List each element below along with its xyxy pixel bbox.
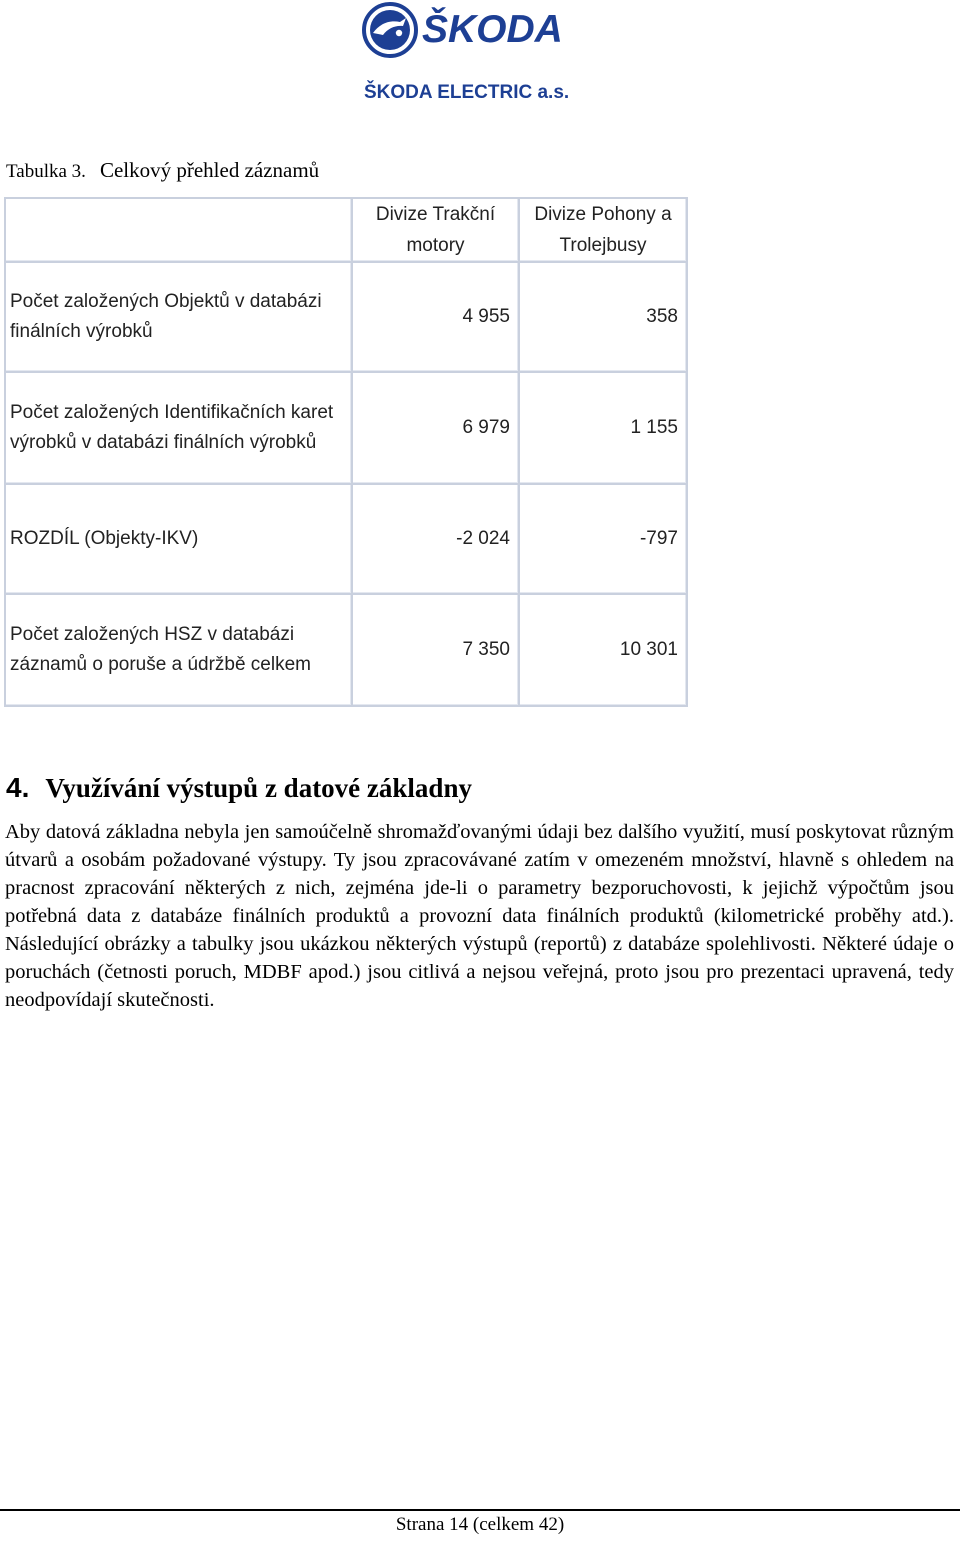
section-heading bbox=[6, 772, 472, 804]
row-label: Počet založených Identifikačních karet výrobků v databázi finálních výrobků bbox=[5, 372, 352, 484]
table-row bbox=[5, 594, 687, 706]
table-header-row bbox=[5, 198, 687, 262]
cell-value: -797 bbox=[519, 484, 687, 594]
skoda-winged-arrow-icon bbox=[362, 2, 418, 58]
page-header bbox=[0, 0, 960, 110]
caption-label: Tabulka 3. bbox=[6, 161, 86, 182]
cell-value: 1 155 bbox=[519, 372, 687, 484]
header-empty-cell bbox=[5, 198, 352, 262]
table-caption bbox=[6, 158, 319, 183]
page-number: Strana 14 (celkem 42) bbox=[395, 1514, 565, 1535]
skoda-logo bbox=[362, 2, 563, 58]
section-number: 4. bbox=[6, 772, 30, 803]
row-label: Počet založených HSZ v databázi záznamů o poruše a údržbě celkem bbox=[5, 594, 352, 706]
section-title: Využívání výstupů z datové základny bbox=[45, 773, 472, 803]
cell-value: -2 024 bbox=[352, 484, 519, 594]
cell-value: 10 301 bbox=[519, 594, 687, 706]
row-label: ROZDÍL (Objekty-IKV) bbox=[5, 484, 352, 594]
cell-value: 4 955 bbox=[352, 262, 519, 372]
logo-wordmark: ŠKODA bbox=[422, 8, 563, 51]
cell-value: 7 350 bbox=[352, 594, 519, 706]
cell-value: 358 bbox=[519, 262, 687, 372]
column-header: Divize Pohony a Trolejbusy bbox=[519, 198, 687, 262]
caption-title: Celkový přehled záznamů bbox=[99, 158, 320, 182]
cell-value: 6 979 bbox=[352, 372, 519, 484]
column-header: Divize Trakční motory bbox=[352, 198, 519, 262]
records-overview-table bbox=[4, 197, 688, 707]
table-row bbox=[5, 372, 687, 484]
table-row bbox=[5, 262, 687, 372]
section-paragraph: Aby datová základna nebyla jen samoúčelně shromažďovanými údaji bez dalšího využití, musí poskytovat různým útvarů a osobám požadované výstupy. Ty jsou zpracovávané zatím v omezeném množství, hlavně s ohledem na pracnost zpracování některých z nich, zejména jde-li o parametry bezporuchovosti, k jejichž výpočtům jsou potřebná data z databáze finálních produktů a provozní data finálních produktů (kilometrické proběhy atd.). Následující obrázky a tabulky jsou ukázkou některých výstupů (reportů) z databáze spolehlivosti. Některé údaje o poruchách (četnosti poruch, MDBF apod.) jsou citlivá a nejsou veřejná, proto jsou pro prezentaci upravená, tedy neodpovídají skutečnosti. bbox=[5, 821, 954, 1011]
row-label: Počet založených Objektů v databázi finálních výrobků bbox=[5, 262, 352, 372]
footer-divider bbox=[0, 1509, 960, 1511]
company-name: ŠKODA ELECTRIC a.s. bbox=[364, 82, 570, 103]
table-row bbox=[5, 484, 687, 594]
